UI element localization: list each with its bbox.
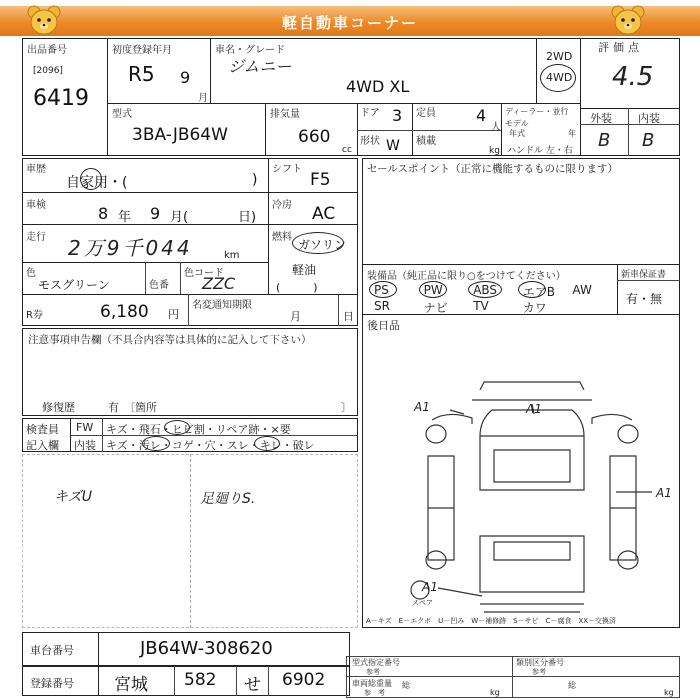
- damage-mark-a1: A1: [526, 402, 542, 416]
- warranty-label: 新車保証書: [621, 270, 667, 280]
- handwritten-divider: [190, 454, 191, 628]
- ac-value: AC: [312, 204, 336, 224]
- bear-icon: [26, 4, 62, 42]
- inspection-month: 9: [150, 204, 161, 223]
- type-designation-label: 型式指定番号: [352, 658, 400, 667]
- private-use-circle: [80, 168, 102, 190]
- repair-label: 修復歴: [42, 401, 75, 414]
- repair-value: 有: [108, 401, 119, 414]
- equipment-item: PW: [423, 283, 443, 297]
- inspection-year-unit: 年: [118, 210, 132, 225]
- name-change-day: 日: [343, 310, 354, 323]
- capacity-label: 定員: [416, 108, 436, 119]
- history-close: ): [252, 172, 258, 188]
- registration-pref: 宮城: [114, 675, 148, 695]
- interior-check-text: キズ・汚レ・コゲ・穴・スレ・キレ・破レ: [106, 439, 315, 452]
- rear-seat-label: 後日品: [367, 319, 400, 332]
- warranty-value: 有・無: [626, 292, 663, 306]
- class-ref: 参考: [532, 668, 546, 676]
- first-reg-era: R5: [128, 62, 155, 86]
- weight-kg-2: kg: [664, 688, 674, 697]
- equipment-label: 装備品（純正品に限り○をつけてください）: [367, 271, 566, 282]
- dealer-model: モデル: [505, 119, 529, 128]
- registration-kana: せ: [244, 675, 261, 695]
- equipment-item: エアB: [522, 285, 556, 299]
- displacement-value: 660: [298, 127, 331, 147]
- interior-grade: B: [642, 130, 655, 151]
- shift-label: シフト: [272, 164, 302, 175]
- chassis-label: 車台番号: [30, 644, 74, 657]
- mileage-label: 走行: [26, 232, 46, 243]
- dealer-handle: ハンドル 左・右: [507, 146, 573, 156]
- equipment-item: SR: [374, 299, 390, 313]
- first-reg-month: 9: [180, 68, 191, 87]
- shape-value: W: [386, 138, 400, 154]
- displacement-unit: cc: [342, 145, 352, 155]
- bear-icon: [610, 4, 646, 42]
- damage-mark-a1: A1: [422, 580, 438, 594]
- damage-legend: A－キズ E－エクボ U－凹み W－補修跡 S－サビ C－腐食 XX－交換済: [366, 617, 617, 625]
- equipment-item: PS: [374, 283, 389, 297]
- spare-label: スペア: [412, 599, 433, 607]
- first-reg-label: 初度登録年月: [112, 45, 172, 56]
- doors-label: ドア: [360, 108, 380, 119]
- drive-2wd: 2WD: [546, 50, 573, 63]
- weight-total: 総: [402, 681, 410, 690]
- vehicle-damage-diagram: [362, 360, 680, 628]
- inspection-day-unit: 日): [238, 210, 257, 225]
- exterior-label: 外装: [590, 112, 612, 125]
- load-unit: kg: [489, 146, 500, 156]
- fuel-label: 燃料: [272, 232, 292, 243]
- interior-label: 内装: [638, 112, 660, 125]
- car-name-label: 車名・グレード: [215, 45, 285, 56]
- mileage-unit: km: [224, 250, 240, 261]
- inspection-label: 車検: [26, 200, 46, 211]
- equipment-item: カワ: [522, 301, 547, 315]
- dealer-year-unit: 年: [568, 129, 576, 138]
- recycle-value: 6,180: [100, 302, 149, 322]
- damage-mark-a1: A1: [414, 400, 430, 414]
- recycle-unit: 円: [168, 308, 179, 321]
- fuel-diesel: 軽油: [292, 263, 317, 277]
- drive-4wd: 4WD: [546, 71, 573, 84]
- registration-label: 登録番号: [30, 677, 74, 690]
- scuff-circle: [254, 436, 280, 451]
- capacity-unit: 人: [491, 122, 501, 133]
- load-label: 積載: [416, 136, 436, 147]
- chip-circle: [164, 420, 190, 435]
- equipment-row-2: [368, 298, 616, 314]
- inspector-label-1: 検査員: [26, 423, 59, 436]
- rating-label: 評価点: [598, 41, 643, 54]
- banner-title: 軽自動車コーナー: [281, 14, 418, 32]
- fuel-gasoline: ガソリン: [298, 238, 347, 252]
- name-change-month: 月: [290, 310, 301, 323]
- registration-number: 6902: [282, 670, 326, 690]
- color-label: 色: [26, 268, 36, 279]
- history-label: 車歴: [26, 164, 46, 175]
- notes-label: 注意事項申告欄（不具合内容等は具体的に記入して下さい）: [28, 334, 312, 346]
- inspection-year: 8: [98, 204, 109, 223]
- shift-value: F5: [310, 170, 331, 190]
- damage-mark-a1: A1: [656, 486, 672, 500]
- equipment-item: TV: [473, 299, 489, 313]
- equipment-selected-circle: [419, 281, 447, 298]
- car-grade: 4WD XL: [346, 77, 410, 96]
- first-reg-month-unit: 月: [198, 93, 208, 104]
- handwritten-right: 足廻りS.: [200, 491, 256, 507]
- weight-total-2: 総: [568, 681, 576, 690]
- shape-label: 形状: [360, 136, 380, 147]
- dealer-year: 年式: [509, 129, 525, 138]
- handwritten-left: キズU: [54, 489, 92, 505]
- repair-close: 〕: [341, 401, 352, 414]
- capacity-value: 4: [476, 106, 487, 125]
- gasoline-circle: [292, 232, 347, 254]
- lot-label: 出品番号: [27, 45, 67, 56]
- sales-point-label: セールスポイント（正常に機能するものに限ります）: [367, 163, 619, 175]
- model-label: 型式: [112, 109, 132, 120]
- exterior-grade: B: [598, 130, 611, 151]
- interior-check-label: 内装: [74, 439, 96, 452]
- fw-label: FW: [76, 421, 94, 434]
- ac-label: 冷房: [272, 200, 292, 211]
- weight-label: 車両総重量: [352, 679, 392, 688]
- equipment-selected-circle: [468, 281, 502, 298]
- equipment-selected-circle: [518, 281, 546, 298]
- repair-bracket: 〔箇所: [124, 401, 157, 414]
- color-code: ZZC: [202, 274, 236, 293]
- model-value: 3BA-JB64W: [132, 125, 228, 145]
- stain-circle: [142, 436, 170, 451]
- weight-kg: kg: [490, 688, 500, 697]
- displacement-label: 排気量: [270, 109, 300, 120]
- rating-score: 4.5: [612, 62, 654, 92]
- equipment-row-1: [368, 282, 616, 298]
- color-code-label: 色コード: [184, 268, 224, 279]
- dealer-label: ディーラー・並行: [505, 107, 569, 116]
- doors-value: 3: [392, 106, 403, 125]
- mileage-value: 2万9千044: [68, 236, 193, 260]
- type-ref: 参考: [366, 668, 380, 676]
- weight-ref: 参 考: [364, 689, 385, 697]
- lot-sub: [2096]: [33, 66, 63, 76]
- fuel-paren: ( ): [276, 281, 318, 294]
- color-number-label: 色番: [149, 280, 169, 291]
- color-value: モスグリーン: [38, 278, 110, 292]
- recycle-label: R券: [26, 310, 43, 321]
- car-name: ジムニー: [228, 57, 292, 76]
- equipment-item: ナビ: [423, 301, 448, 315]
- equipment-item: AW: [572, 283, 592, 297]
- lot-number: 6419: [33, 86, 89, 111]
- history-text: 自家用・(: [66, 175, 128, 191]
- fw-text: キズ・飛石・ヒビ割・リペア跡・×要: [106, 423, 291, 436]
- chassis-value: JB64W-308620: [140, 638, 273, 659]
- name-change-label: 名変通知期限: [192, 300, 252, 311]
- equipment-selected-circle: [369, 281, 397, 298]
- equipment-item: ABS: [473, 283, 498, 297]
- registration-class: 582: [184, 670, 217, 690]
- inspection-month-unit: 月(: [170, 210, 189, 225]
- class-designation-label: 類別区分番号: [516, 658, 564, 667]
- inspector-label-2: 記入欄: [26, 439, 59, 452]
